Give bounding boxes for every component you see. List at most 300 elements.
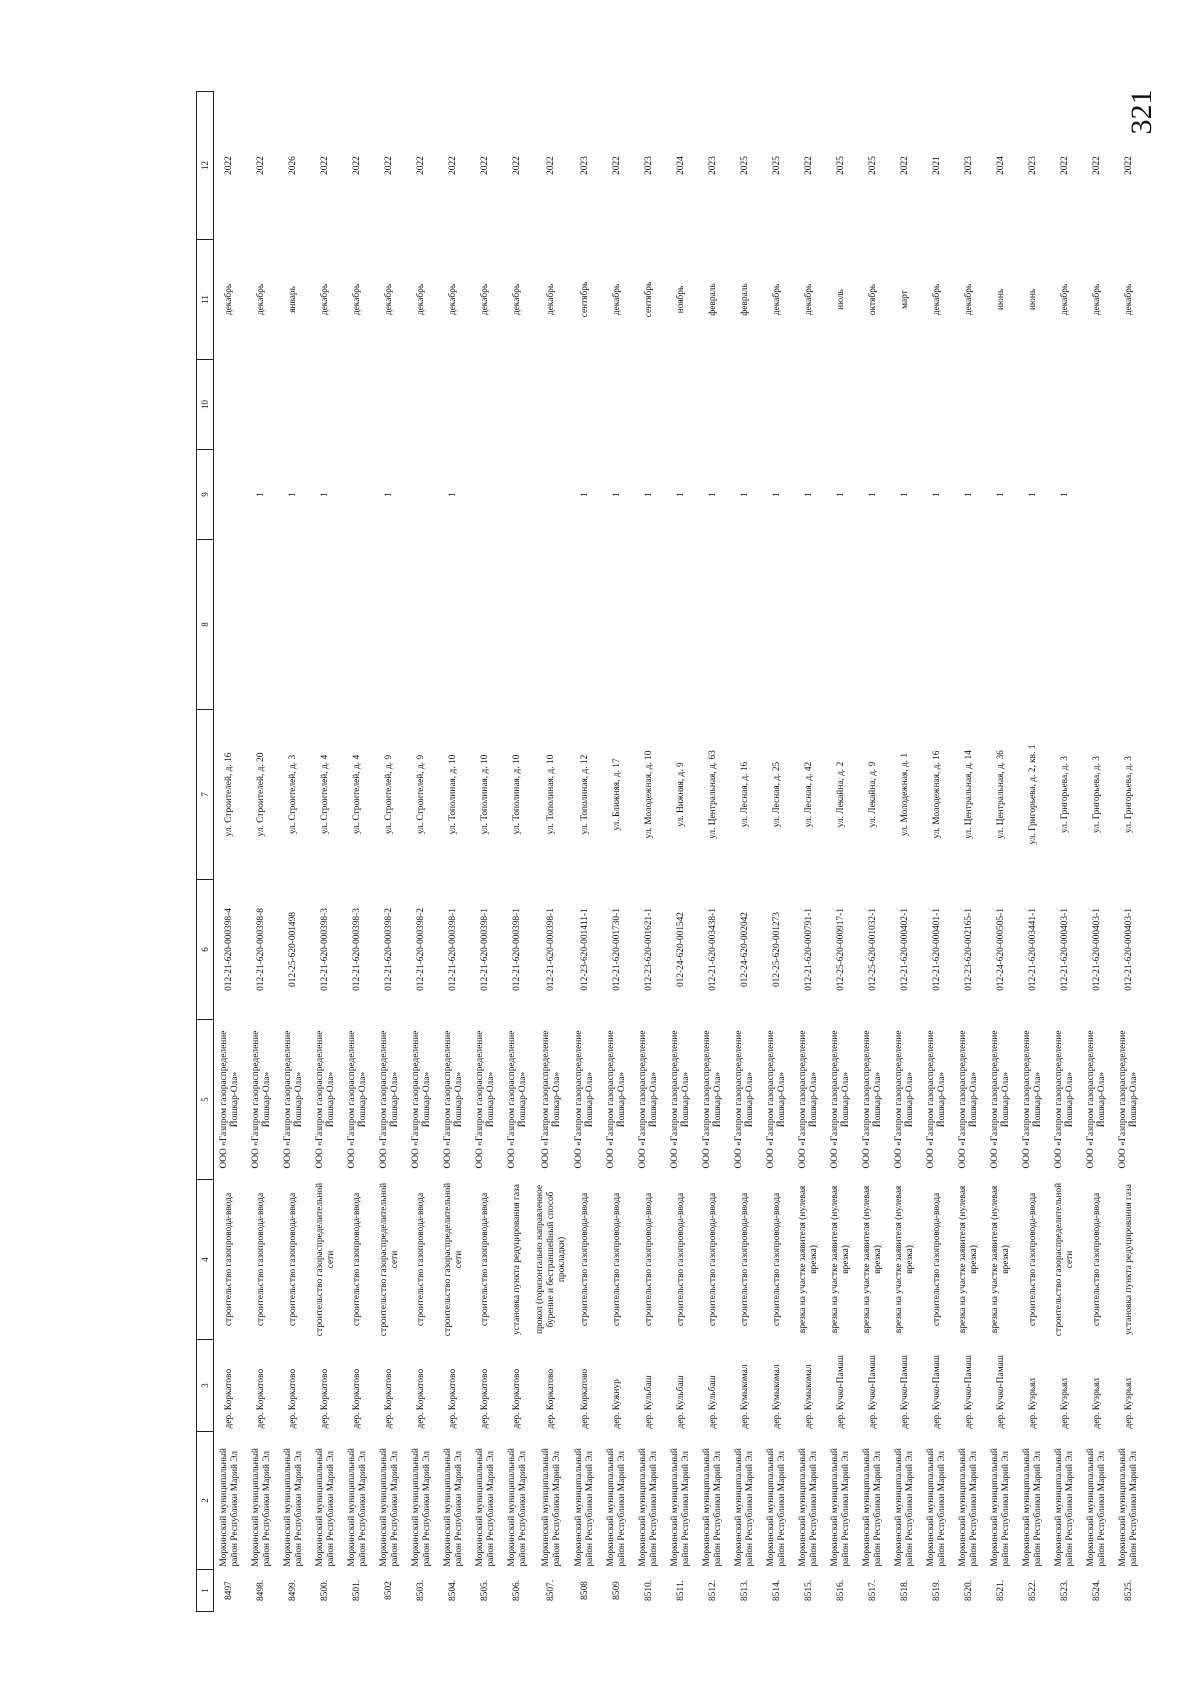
cell-year: 2022 [480, 156, 491, 175]
cell-work-type: строительство газопровода-ввода [224, 1192, 235, 1327]
cell-address: ул. Центральная, д. 14 [963, 750, 974, 839]
table-row [633, 92, 665, 1612]
table-row [569, 92, 601, 1612]
cell-col10 [246, 360, 278, 450]
cell-address: ул. Лесная, д. 25 [771, 761, 782, 828]
col-number: 2 [197, 1432, 214, 1570]
cell-col9: 1 [256, 492, 267, 497]
cell-village: дер. Кульбаш [675, 1375, 686, 1429]
cell-work-type: строительство газопровода-ввода [288, 1192, 299, 1327]
cell-village: дер. Коркатово [480, 1368, 491, 1429]
table-row [342, 92, 374, 1612]
cell-district: Моркинский муниципальный район Республики Марий Эл [1054, 1448, 1076, 1567]
cell-operator: ООО «Газпром газораспределение Йошкар-Ола» [766, 1030, 788, 1169]
cell-year: 2023 [963, 156, 974, 175]
cell-operator: ООО «Газпром газораспределение Йошкар-Ола» [1054, 1030, 1076, 1169]
cell-col10 [921, 360, 953, 450]
cell-operator: ООО «Газпром газораспределение Йошкар-Ола» [282, 1030, 304, 1169]
cell-work-type: строительство газопровода-ввода [579, 1192, 590, 1327]
table-row [374, 92, 406, 1612]
cell-month: декабрь [448, 283, 459, 316]
table-row [246, 92, 278, 1612]
table-row [889, 92, 921, 1612]
cell-col9 [470, 450, 502, 540]
cell-col9 [1081, 450, 1113, 540]
cell-operator: ООО «Газпром газораспределение Йошкар-Ола» [862, 1030, 884, 1169]
cell-year: 2022 [352, 156, 363, 175]
cell-code: 012-21-620-003438-1 [707, 908, 718, 991]
cell-month: июнь [1027, 288, 1038, 311]
cell-col10 [1017, 360, 1049, 450]
page-number: 321 [1125, 89, 1158, 135]
cell-col8 [921, 540, 953, 710]
cell-col8 [374, 540, 406, 710]
cell-col8 [406, 540, 438, 710]
cell-work-type: строительство газопровода-ввода [416, 1192, 427, 1327]
cell-district: Моркинский муниципальный район Республики Марий Эл [410, 1448, 432, 1567]
cell-month: сентябрь [643, 281, 654, 318]
cell-work-type: установка пункта редуцирования газа [1123, 1184, 1134, 1335]
cell-district: Моркинский муниципальный район Республики Марий Эл [250, 1448, 272, 1567]
cell-col9: 1 [288, 492, 299, 497]
cell-col10 [1049, 360, 1081, 450]
cell-code: 012-25-620-000917-1 [835, 908, 846, 991]
cell-col8 [729, 540, 761, 710]
cell-operator: ООО «Газпром газораспределение Йошкар-Ола» [1022, 1030, 1044, 1169]
table-row [438, 92, 470, 1612]
cell-month: декабрь [931, 283, 942, 316]
cell-district: Моркинский муниципальный район Республики Марий Эл [506, 1448, 528, 1567]
table-row [793, 92, 825, 1612]
table-body [197, 92, 1146, 1612]
cell-district: Моркинский муниципальный район Республики Марий Эл [670, 1448, 692, 1567]
cell-district: Моркинский муниципальный район Республики Марий Эл [442, 1448, 464, 1567]
cell-code: 012-21-620-001730-1 [611, 908, 622, 991]
cell-col8 [534, 540, 569, 710]
cell-work-type: врезка на участке заявителя (нулевая врезка) [862, 1185, 884, 1334]
cell-col9: 1 [611, 492, 622, 497]
cell-district: Моркинский муниципальный район Республики Марий Эл [926, 1448, 948, 1567]
cell-address: ул. Строителей, д. 9 [384, 754, 395, 835]
col-number: 6 [197, 880, 214, 1020]
cell-work-type: строительство газораспределительной сети [442, 1182, 464, 1337]
cell-address: ул. Григорьева, д. 3 [1091, 756, 1102, 833]
cell-code: 012-21-620-000398-8 [256, 908, 267, 991]
cell-row-number: 8514. [771, 1579, 782, 1602]
cell-village: дер. Коркатово [448, 1368, 459, 1429]
cell-district: Моркинский муниципальный район Республики Марий Эл [474, 1448, 496, 1567]
col-number: 1 [197, 1570, 214, 1612]
cell-village: дер. Коркатово [384, 1368, 395, 1429]
cell-col9: 1 [1027, 492, 1038, 497]
cell-col10 [438, 360, 470, 450]
cell-year: 2022 [611, 156, 622, 175]
cell-district: Моркинский муниципальный район Республики Марий Эл [958, 1448, 980, 1567]
cell-col10 [374, 360, 406, 450]
cell-village: дер. Кучко-Памаш [931, 1355, 942, 1429]
cell-address: ул. Григорьева, д. 2, кв. 1 [1027, 744, 1038, 845]
cell-col10 [857, 360, 889, 450]
cell-row-number: 8497 [224, 1581, 235, 1600]
cell-col8 [438, 540, 470, 710]
cell-col10 [1081, 360, 1113, 450]
cell-col10 [342, 360, 374, 450]
cell-address: ул. Тополиная, д. 12 [579, 754, 590, 835]
cell-year: 2021 [931, 156, 942, 175]
cell-operator: ООО «Газпром газораспределение Йошкар-Ола» [540, 1030, 562, 1169]
cell-year: 2022 [416, 156, 427, 175]
cell-code: 012-23-620-002165-1 [963, 908, 974, 991]
cell-month: декабрь [512, 283, 523, 316]
cell-address: ул. Молодежная, д. 1 [899, 752, 910, 837]
cell-village: дер. Кучко-Памаш [835, 1355, 846, 1429]
cell-month: март [899, 290, 910, 309]
cell-code: 012-21-620-000398-3 [352, 908, 363, 991]
cell-operator: ООО «Газпром газораспределение Йошкар-Ола» [474, 1030, 496, 1169]
cell-district: Моркинский муниципальный район Республики Марий Эл [1118, 1448, 1140, 1567]
cell-address: ул. Строителей, д. 16 [224, 752, 235, 837]
cell-village: дер. Кучко-Памаш [867, 1355, 878, 1429]
cell-work-type: строительство газопровода-ввода [771, 1192, 782, 1327]
cell-code: 012-21-620-000403-1 [1091, 908, 1102, 991]
col-number: 11 [197, 240, 214, 360]
cell-col9: 1 [643, 492, 654, 497]
cell-village: дер. Куэрьял [1059, 1377, 1070, 1429]
cell-address: ул. Тополиная, д. 10 [512, 754, 523, 835]
cell-year: 2024 [995, 156, 1006, 175]
cell-month: июнь [995, 288, 1006, 311]
cell-district: Моркинский муниципальный район Республики Марий Эл [734, 1448, 756, 1567]
col-number: 8 [197, 540, 214, 710]
cell-month: декабрь [1059, 283, 1070, 316]
cell-row-number: 8512. [707, 1579, 718, 1602]
cell-month: декабрь [611, 283, 622, 316]
cell-operator: ООО «Газпром газораспределение Йошкар-Ола» [670, 1030, 692, 1169]
cell-col8 [1081, 540, 1113, 710]
cell-row-number: 8502 [384, 1581, 395, 1600]
cell-col10 [534, 360, 569, 450]
col-number: 9 [197, 450, 214, 540]
table-row [502, 92, 534, 1612]
table-row [534, 92, 569, 1612]
cell-month: ноябрь [675, 285, 686, 314]
cell-col10 [1113, 360, 1145, 450]
table-row [278, 92, 310, 1612]
cell-work-type: строительство газопровода-ввода [739, 1192, 750, 1327]
cell-address: ул. Молодежная, д. 16 [931, 750, 942, 839]
cell-month: декабрь [480, 283, 491, 316]
cell-row-number: 8513. [739, 1579, 750, 1602]
col-number: 4 [197, 1180, 214, 1340]
cell-village: дер. Коркатово [320, 1368, 331, 1429]
cell-row-number: 8508 [579, 1581, 590, 1600]
cell-address: ул. Лесная, д. 42 [803, 761, 814, 828]
cell-code: 012-21-620-000403-1 [1059, 908, 1070, 991]
cell-district: Моркинский муниципальный район Республики Марий Эл [574, 1448, 596, 1567]
cell-address: ул. Строителей, д. 4 [320, 754, 331, 835]
cell-row-number: 8501. [352, 1579, 363, 1602]
cell-address: ул. Молодежная, д. 10 [643, 750, 654, 839]
cell-village: дер. Кучко-Памаш [963, 1355, 974, 1429]
cell-year: 2022 [448, 156, 459, 175]
gasification-table [196, 91, 1145, 1612]
cell-code: 012-21-620-000398-1 [512, 908, 523, 991]
cell-operator: ООО «Газпром газораспределение Йошкар-Ола» [1118, 1030, 1140, 1169]
cell-address: ул. Григорьева, д. 3 [1059, 756, 1070, 833]
cell-work-type: строительство газопровода-ввода [707, 1192, 718, 1327]
cell-col9: 1 [739, 492, 750, 497]
cell-month: декабрь [1091, 283, 1102, 316]
cell-district: Моркинский муниципальный район Республики Марий Эл [798, 1448, 820, 1567]
cell-address: ул. Нижняя, д. 9 [675, 762, 686, 827]
cell-address: ул. Строителей, д. 3 [288, 754, 299, 835]
cell-operator: ООО «Газпром газораспределение Йошкар-Ола» [346, 1030, 368, 1169]
cell-code: 012-23-620-001411-1 [579, 908, 590, 991]
cell-col10 [278, 360, 310, 450]
cell-month: декабрь [384, 283, 395, 316]
cell-row-number: 8516. [835, 1579, 846, 1602]
cell-address: ул. Строителей, д. 9 [416, 754, 427, 835]
cell-year: 2025 [867, 156, 878, 175]
cell-district: Моркинский муниципальный район Республики Марий Эл [766, 1448, 788, 1567]
cell-col9: 1 [707, 492, 718, 497]
cell-district: Моркинский муниципальный район Республики Марий Эл [1086, 1448, 1108, 1567]
cell-row-number: 8523. [1059, 1579, 1070, 1602]
cell-village: дер. Куэрьял [1091, 1377, 1102, 1429]
cell-operator: ООО «Газпром газораспределение Йошкар-Ола» [638, 1030, 660, 1169]
cell-work-type: строительство газопровода-ввода [643, 1192, 654, 1327]
cell-year: 2022 [320, 156, 331, 175]
cell-operator: ООО «Газпром газораспределение Йошкар-Ола» [958, 1030, 980, 1169]
cell-work-type: строительство газопровода-ввода [675, 1192, 686, 1327]
cell-village: дер. Коркатово [512, 1368, 523, 1429]
cell-row-number: 8506. [512, 1579, 523, 1602]
cell-col10 [729, 360, 761, 450]
cell-month: декабрь [224, 283, 235, 316]
cell-code: 012-21-620-000398-4 [224, 908, 235, 991]
cell-col8 [342, 540, 374, 710]
cell-row-number: 8511. [675, 1580, 686, 1601]
cell-col10 [985, 360, 1017, 450]
column-number-row [197, 92, 214, 1612]
cell-village: дер. Коркатово [288, 1368, 299, 1429]
col-number: 10 [197, 360, 214, 450]
cell-col9: 1 [931, 492, 942, 497]
cell-operator: ООО «Газпром газораспределение Йошкар-Ола» [250, 1030, 272, 1169]
cell-code: 012-21-620-000402-1 [899, 908, 910, 991]
cell-col9: 1 [579, 492, 590, 497]
table-row [1081, 92, 1113, 1612]
cell-row-number: 8503. [416, 1579, 427, 1602]
cell-operator: ООО «Газпром газораспределение Йошкар-Ола» [606, 1030, 628, 1169]
cell-month: сентябрь [579, 281, 590, 318]
cell-address: ул. Лекайна, д. 2 [835, 761, 846, 828]
cell-year: 2022 [384, 156, 395, 175]
cell-code: 012-24-620-000505-1 [995, 908, 1006, 991]
cell-col10 [665, 360, 697, 450]
cell-work-type: строительство газопровода-ввода [931, 1192, 942, 1327]
cell-village: дер. Коркатово [224, 1368, 235, 1429]
cell-col8 [633, 540, 665, 710]
table-row [601, 92, 633, 1612]
table-row [921, 92, 953, 1612]
cell-code: 012-21-620-003441-1 [1027, 908, 1038, 991]
cell-year: 2022 [512, 156, 523, 175]
cell-village: дер. Куэрьял [1123, 1377, 1134, 1429]
cell-col10 [889, 360, 921, 450]
cell-col9: 1 [995, 492, 1006, 497]
cell-operator: ООО «Газпром газораспределение Йошкар-Ола» [506, 1030, 528, 1169]
cell-row-number: 8515. [803, 1579, 814, 1602]
cell-village: дер. Кучко-Памаш [899, 1355, 910, 1429]
cell-col10 [502, 360, 534, 450]
table-row [953, 92, 985, 1612]
table-row [1049, 92, 1081, 1612]
cell-operator: ООО «Газпром газораспределение Йошкар-Ола» [314, 1030, 336, 1169]
cell-district: Моркинский муниципальный район Республики Марий Эл [702, 1448, 724, 1567]
table-row [665, 92, 697, 1612]
cell-col8 [665, 540, 697, 710]
cell-operator: ООО «Газпром газораспределение Йошкар-Ола» [574, 1030, 596, 1169]
cell-row-number: 8509 [611, 1581, 622, 1600]
cell-district: Моркинский муниципальный район Республики Марий Эл [346, 1448, 368, 1567]
col-number: 7 [197, 710, 214, 880]
cell-operator: ООО «Газпром газораспределение Йошкар-Ола» [378, 1030, 400, 1169]
cell-col10 [601, 360, 633, 450]
cell-village: дер. Кумыкомал [803, 1364, 814, 1429]
cell-year: 2023 [643, 156, 654, 175]
table-row [310, 92, 342, 1612]
cell-col9: 1 [835, 492, 846, 497]
cell-code: 012-25-620-001273 [771, 912, 782, 987]
cell-code: 012-21-620-000398-1 [546, 908, 557, 991]
cell-row-number: 8498. [256, 1579, 267, 1602]
cell-district: Моркинский муниципальный район Республики Марий Эл [638, 1448, 660, 1567]
cell-col10 [214, 360, 247, 450]
cell-year: 2022 [256, 156, 267, 175]
cell-month: декабрь [352, 283, 363, 316]
cell-month: декабрь [320, 283, 331, 316]
cell-village: дер. Коркатово [256, 1368, 267, 1429]
cell-col9 [406, 450, 438, 540]
cell-year: 2025 [771, 156, 782, 175]
cell-code: 012-23-620-001621-1 [643, 908, 654, 991]
cell-col9 [214, 450, 247, 540]
cell-year: 2024 [675, 156, 686, 175]
cell-work-type: строительство газопровода-ввода [256, 1192, 267, 1327]
table-row [1017, 92, 1049, 1612]
cell-col8 [214, 540, 247, 710]
cell-district: Моркинский муниципальный район Республики Марий Эл [378, 1448, 400, 1567]
table-row [761, 92, 793, 1612]
cell-village: дер. Кульбаш [707, 1375, 718, 1429]
cell-col8 [310, 540, 342, 710]
cell-row-number: 8519. [931, 1579, 942, 1602]
cell-code: 012-21-620-000398-3 [320, 908, 331, 991]
cell-code: 012-21-620-000398-2 [384, 908, 395, 991]
cell-col10 [825, 360, 857, 450]
cell-district: Моркинский муниципальный район Республики Марий Эл [1022, 1448, 1044, 1567]
cell-row-number: 8522. [1027, 1579, 1038, 1602]
cell-row-number: 8507. [546, 1579, 557, 1602]
cell-address: ул. Лекайна, д. 9 [867, 761, 878, 828]
cell-year: 2026 [288, 156, 299, 175]
cell-col9: 1 [963, 492, 974, 497]
cell-operator: ООО «Газпром газораспределение Йошкар-Ола» [926, 1030, 948, 1169]
cell-row-number: 8520. [963, 1579, 974, 1602]
cell-year: 2022 [1123, 156, 1134, 175]
cell-year: 2022 [899, 156, 910, 175]
cell-row-number: 8510. [643, 1579, 654, 1602]
cell-row-number: 8524. [1091, 1579, 1102, 1602]
cell-month: декабрь [546, 283, 557, 316]
cell-col8 [601, 540, 633, 710]
cell-col8 [985, 540, 1017, 710]
cell-address: ул. Тополиная, д. 10 [480, 754, 491, 835]
cell-work-type: строительство газопровода-ввода [480, 1192, 491, 1327]
cell-operator: ООО «Газпром газораспределение Йошкар-Ола» [830, 1030, 852, 1169]
cell-row-number: 8500. [320, 1579, 331, 1602]
cell-col8 [1113, 540, 1145, 710]
cell-col8 [278, 540, 310, 710]
cell-code: 012-25-620-001032-1 [867, 908, 878, 991]
cell-work-type: строительство газораспределительной сети [314, 1182, 336, 1337]
table-row [406, 92, 438, 1612]
cell-col8 [502, 540, 534, 710]
cell-code: 012-24-620-002042 [739, 912, 750, 987]
cell-month: февраль [739, 283, 750, 316]
cell-work-type: установка пункта редуцирования газа [512, 1184, 523, 1335]
cell-work-type: строительство газораспределительной сети [1054, 1182, 1076, 1337]
cell-row-number: 8521. [995, 1579, 1006, 1602]
cell-village: дер. Коркатово [546, 1368, 557, 1429]
cell-year: 2022 [546, 156, 557, 175]
cell-village: дер. Кульбаш [643, 1375, 654, 1429]
col-number: 5 [197, 1020, 214, 1180]
cell-work-type: прокол (горизонтально направленное бурение и бестраншейный способ прокладки) [535, 1184, 568, 1335]
cell-work-type: врезка на участке заявителя (нулевая врезка) [830, 1185, 852, 1334]
cell-district: Моркинский муниципальный район Республики Марий Эл [282, 1448, 304, 1567]
cell-col8 [697, 540, 729, 710]
cell-district: Моркинский муниципальный район Республики Марий Эл [830, 1448, 852, 1567]
cell-col8 [246, 540, 278, 710]
cell-month: декабрь [803, 283, 814, 316]
cell-col8 [825, 540, 857, 710]
cell-work-type: строительство газопровода-ввода [352, 1192, 363, 1327]
cell-operator: ООО «Газпром газораспределение Йошкар-Ола» [1086, 1030, 1108, 1169]
cell-row-number: 8504. [448, 1579, 459, 1602]
cell-address: ул. Григорьева, д. 3 [1123, 756, 1134, 833]
cell-col10 [761, 360, 793, 450]
cell-col10 [310, 360, 342, 450]
cell-col9: 1 [384, 492, 395, 497]
table-row [1113, 92, 1145, 1612]
cell-code: 012-21-620-000403-1 [1123, 908, 1134, 991]
cell-month: январь [288, 286, 299, 313]
cell-address: ул. Строителей, д. 4 [352, 754, 363, 835]
cell-district: Моркинский муниципальный район Республики Марий Эл [990, 1448, 1012, 1567]
cell-district: Моркинский муниципальный район Республики Марий Эл [894, 1448, 916, 1567]
cell-col8 [889, 540, 921, 710]
cell-year: 2022 [803, 156, 814, 175]
cell-district: Моркинский муниципальный район Республики Марий Эл [540, 1448, 562, 1567]
cell-month: декабрь [1123, 283, 1134, 316]
cell-code: 012-21-620-000791-1 [803, 908, 814, 991]
cell-address: ул. Тополиная, д. 10 [546, 754, 557, 835]
cell-address: ул. Центральная, д. 63 [707, 750, 718, 839]
cell-row-number: 8517. [867, 1579, 878, 1602]
table-row [985, 92, 1017, 1612]
